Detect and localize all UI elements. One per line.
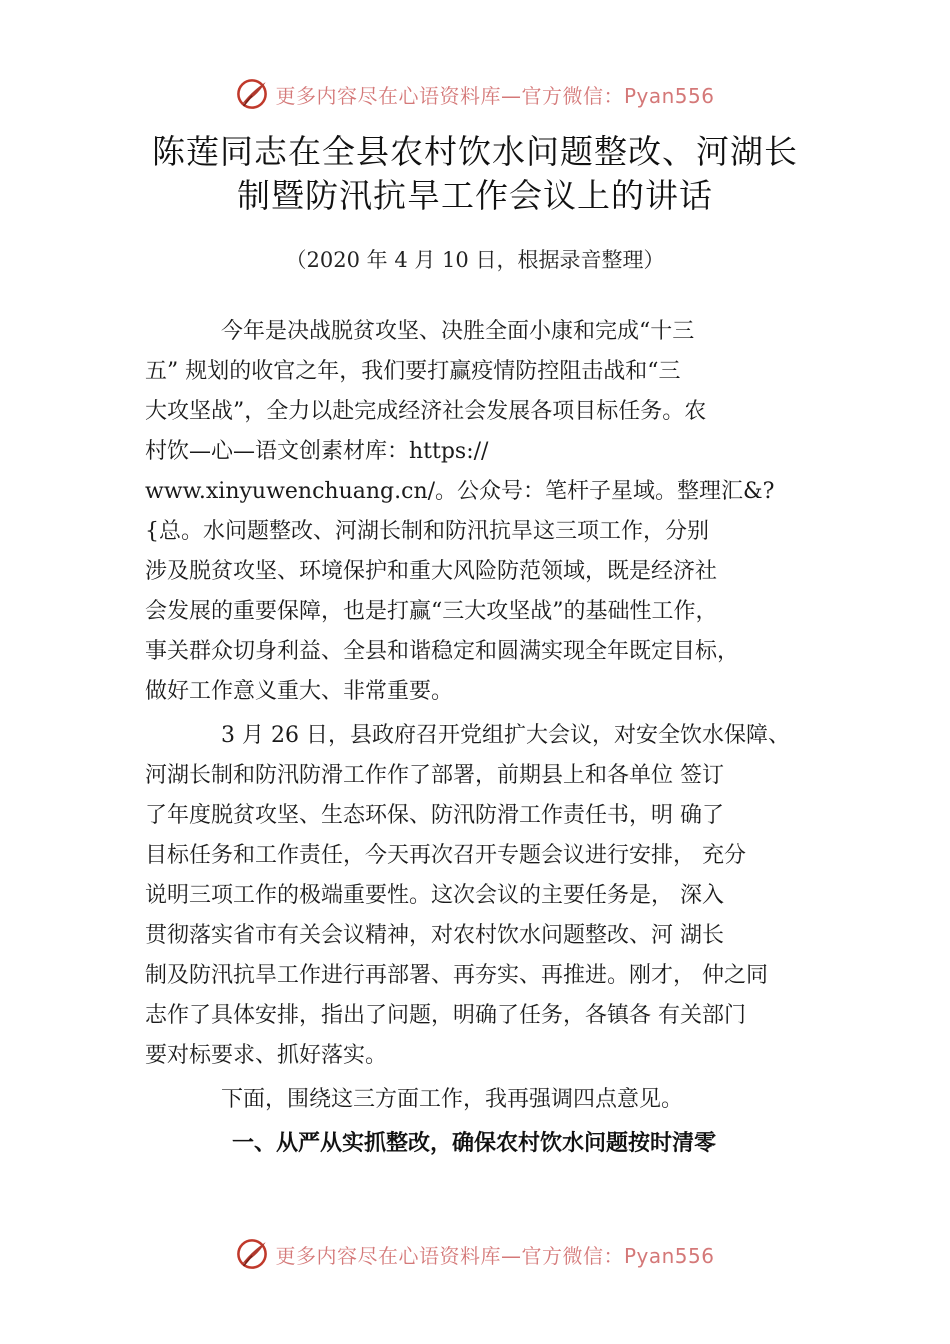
body-line: 今年是决战脱贫攻坚、决胜全面小康和完成“十三 [221,319,695,344]
body-line: 河湖长制和防汛防滑工作作了部署，前期县上和各单位 签订 [145,763,724,788]
body-line: 大攻坚战”，全力以赴完成经济社会发展各项目标任务。农 [145,399,707,424]
body-line: 贯彻落实省市有关会议精神，对农村饮水问题整改、河 湖长 [145,923,724,948]
section-heading: 一、从严从实抓整改，确保农村饮水问题按时清零 [232,1131,717,1156]
feather-pen-logo-icon [235,1237,269,1271]
footer-watermark [0,1232,950,1276]
body-line: 五” 规划的收官之年，我们要打赢疫情防控阻击战和“三 [145,359,681,384]
body-line: {总。水问题整改、河湖长制和防汛抗旱这三项工作，分别 [145,519,709,544]
body-line: 涉及脱贫攻坚、环境保护和重大风险防范领域，既是经济社 [145,559,718,584]
watermark-text: 更多内容尽在心语资料库—官方微信：Pyan556 [275,83,715,108]
body-line: 3 月 26 日，县政府召开党组扩大会议，对安全饮水保障、 [221,723,790,748]
body-line: 村饮—心—语文创素材库：https:// [145,439,489,464]
body-line: 做好工作意义重大、非常重要。 [145,679,454,704]
watermark-text: 更多内容尽在心语资料库—官方微信：Pyan556 [275,1243,715,1268]
document-subtitle: （2020 年 4 月 10 日，根据录音整理） [285,248,665,272]
body-line: 了年度脱贫攻坚、生态环保、防汛防滑工作责任书，明 确了 [145,803,724,828]
body-line: 目标任务和工作责任，今天再次召开专题会议进行安排， 充分 [145,843,746,868]
body-line: 志作了具体安排，指出了问题，明确了任务，各镇各 有关部门 [145,1003,746,1028]
header-watermark [0,72,950,116]
document-title-line-1: 陈莲同志在全县农村饮水问题整改、河湖长 [152,132,798,171]
body-line: 制及防汛抗旱工作进行再部署、再夯实、再推进。刚才， 仲之同 [145,963,768,988]
body-line: www.xinyuwenchuang.cn/。公众号：笔杆子星域。整理汇&? [145,479,775,504]
body-line: 事关群众切身利益、全县和谐稳定和圆满实现全年既定目标， [145,639,740,664]
body-line: 要对标要求、抓好落实。 [145,1043,388,1068]
body-line: 会发展的重要保障，也是打赢“三大攻坚战”的基础性工作， [145,599,718,624]
document-title-line-2: 制暨防汛抗旱工作会议上的讲话 [237,176,713,215]
body-line: 下面，围绕这三方面工作，我再强调四点意见。 [221,1087,684,1112]
feather-pen-logo-icon [235,77,269,111]
body-line: 说明三项工作的极端重要性。这次会议的主要任务是， 深入 [145,883,724,908]
